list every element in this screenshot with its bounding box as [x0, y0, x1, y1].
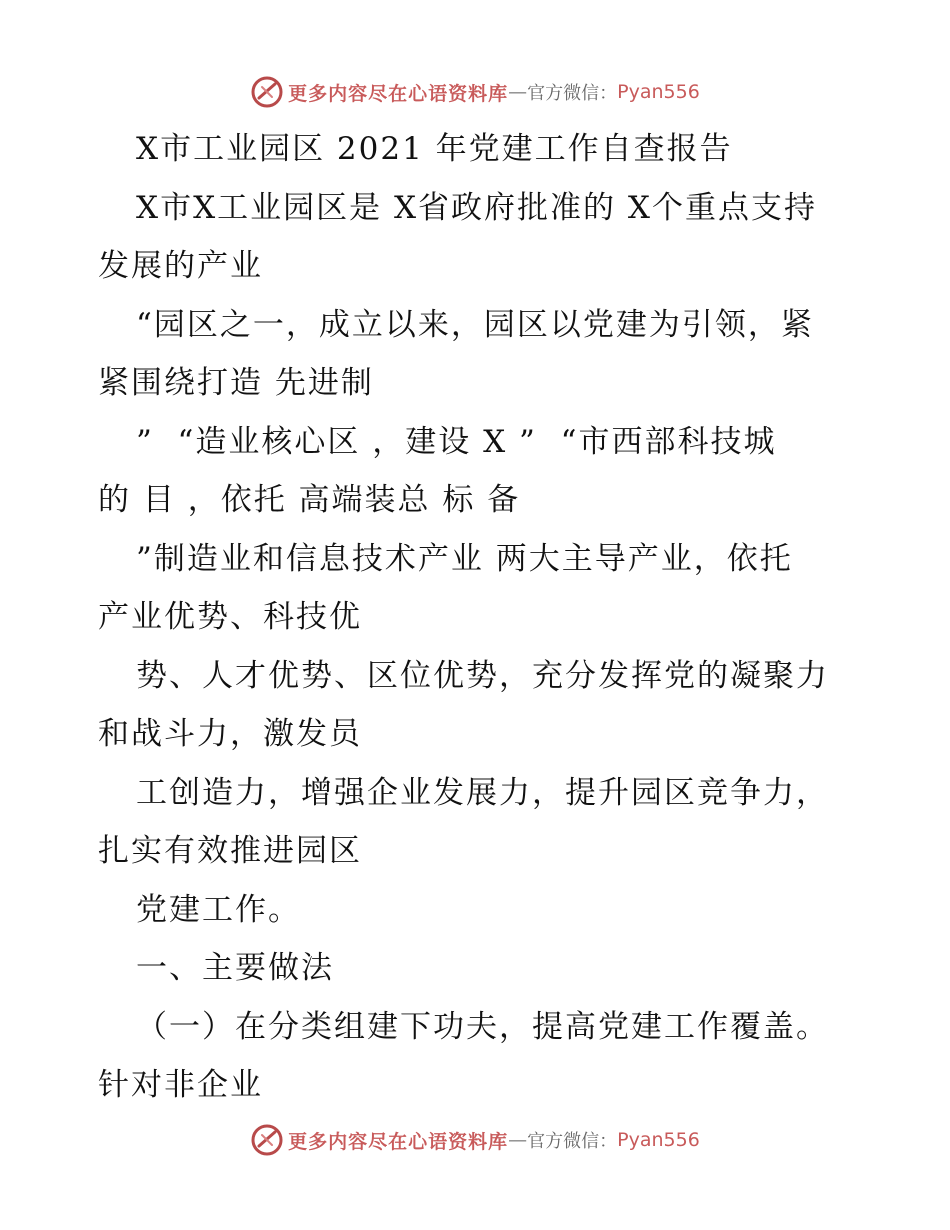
text-line: 紧围绕打造 先进制 — [98, 365, 374, 401]
document-body — [98, 120, 858, 1115]
section-heading: 一、主要做法 — [136, 950, 334, 986]
text-line: 针对非企业 — [98, 1067, 263, 1103]
brand-logo-icon — [250, 75, 284, 109]
subsection-heading: （一）在分类组建下功夫，提高党建工作覆盖。 — [136, 1008, 829, 1045]
text-line: 势、人才优势、区位优势，充分发挥党的凝聚力 — [136, 657, 829, 694]
text-line: 党建工作。 — [136, 891, 301, 928]
text-line: 和战斗力，激发员 — [98, 716, 362, 752]
banner-wechat-label: 官方微信： — [527, 1131, 618, 1152]
text-line: X市X工业园区是 X省政府批准的 X个重点支持 — [136, 189, 817, 226]
banner-separator: — — [508, 81, 528, 103]
text-line: 的 目 ，依托 高端装总 标 备 — [98, 482, 521, 518]
banner-slogan: 更多内容尽在心语资料库 — [288, 1130, 509, 1153]
document-title: X市工业园区 2021 年党建工作自查报告 — [136, 131, 733, 167]
footer-watermark-banner — [0, 1120, 950, 1160]
header-watermark-banner — [0, 72, 950, 112]
banner-wechat-label: 官方微信： — [527, 83, 618, 104]
banner-separator: — — [508, 1129, 528, 1151]
text-line: ”制造业和信息技术产业 两大主导产业，依托 — [136, 540, 793, 577]
text-line: “园区之一，成立以来，园区以党建为引领，紧 — [136, 306, 814, 343]
brand-logo-icon — [250, 1123, 284, 1157]
banner-wechat-id: Pyan556 — [617, 81, 700, 103]
text-line: 扎实有效推进园区 — [98, 833, 362, 869]
text-line: 发展的产业 — [98, 248, 263, 284]
text-line: 工创造力，增强企业发展力，提升园区竞争力， — [136, 774, 829, 811]
text-line: ” “造业核心区 ，建设 X ” “市西部科技城 — [136, 423, 777, 460]
banner-slogan: 更多内容尽在心语资料库 — [288, 82, 509, 105]
banner-wechat-id: Pyan556 — [617, 1129, 700, 1151]
text-line: 产业优势、科技优 — [98, 599, 362, 635]
